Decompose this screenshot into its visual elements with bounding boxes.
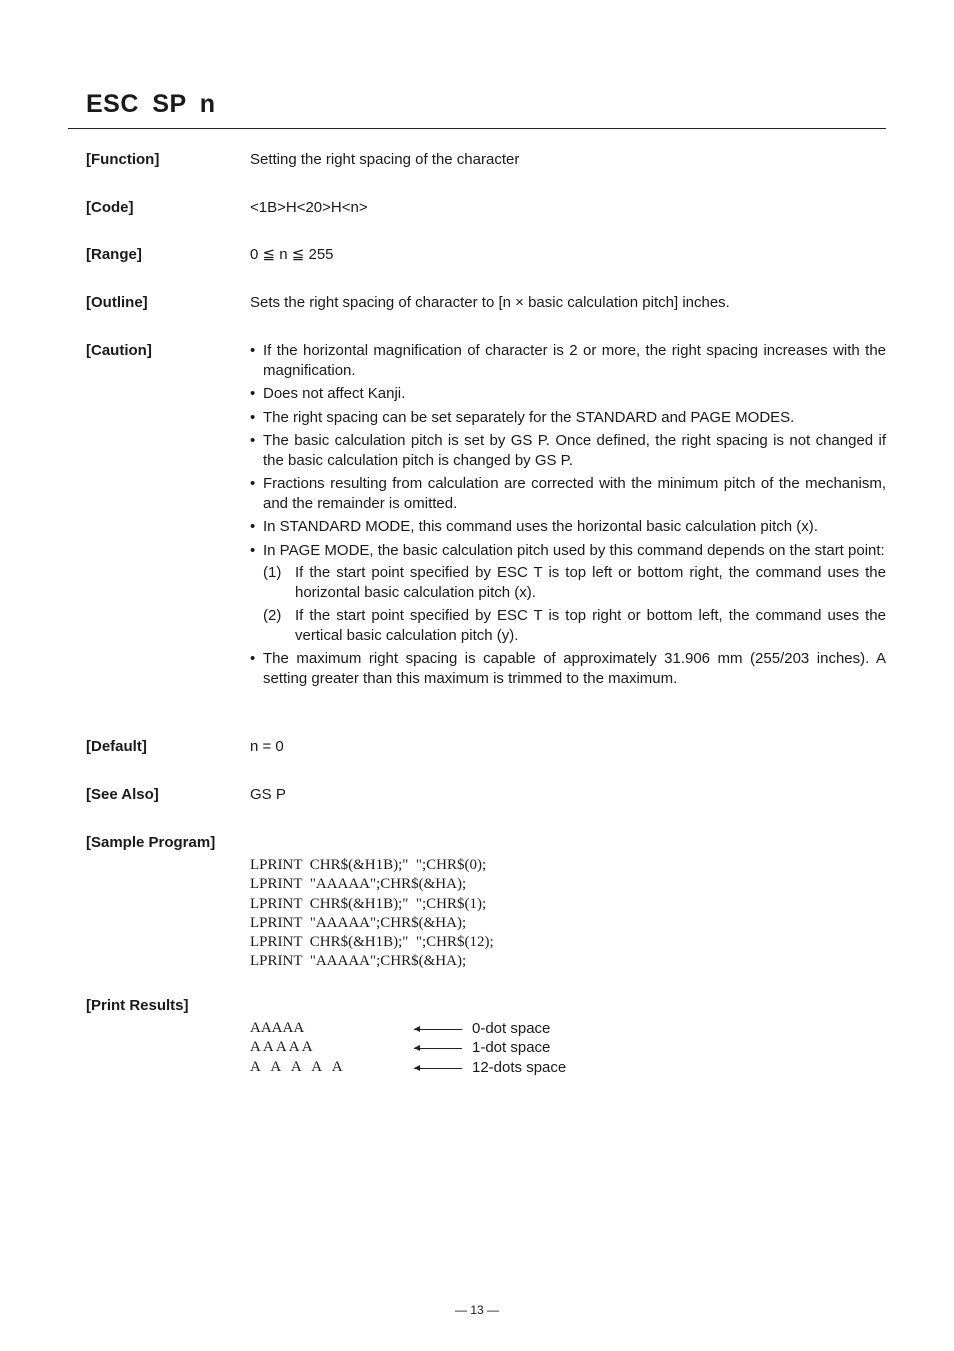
page-title: ESC SP n	[86, 90, 216, 118]
bullet-icon: •	[250, 518, 256, 535]
caution-item	[250, 541, 886, 646]
bullet-icon: •	[250, 408, 256, 426]
range-value: 0 ≦ n ≦ 255	[250, 246, 334, 263]
code-line: LPRINT "AAAAA";CHR$(&HA);	[250, 876, 467, 893]
caution-item	[250, 408, 886, 428]
code-line: LPRINT "AAAAA";CHR$(&HA);	[250, 953, 467, 970]
result-row	[250, 1039, 650, 1058]
result-sample: A A A A A	[250, 1039, 313, 1056]
bullet-icon: •	[250, 475, 256, 492]
caution-item-text: The maximum right spacing is capable of approximately 31.906 mm (255/203 inches). A setting greater than this maximum is trimmed to the maximum.	[263, 650, 886, 687]
left-arrow-icon	[414, 1068, 462, 1069]
caution-subitem	[263, 563, 886, 602]
default-label: [Default]	[86, 738, 147, 755]
subitem-number: (2)	[263, 607, 282, 624]
caution-item-text: Fractions resulting from calculation are corrected with the minimum pitch of the mechanism, and the remainder is omitted.	[263, 475, 886, 512]
caution-item-text: In STANDARD MODE, this command uses the horizontal basic calculation pitch (x).	[263, 518, 818, 535]
print-results-label: [Print Results]	[86, 997, 189, 1014]
caution-sublist	[263, 563, 886, 645]
code-line: LPRINT CHR$(&H1B);" ";CHR$(1);	[250, 895, 487, 912]
caution-item	[250, 649, 886, 688]
subitem-text: If the start point specified by ESC T is top right or bottom left, the command uses the vertical basic calculation pitch (y).	[295, 607, 886, 644]
sample-program-code	[250, 856, 494, 972]
see-also-value: GS P	[250, 786, 286, 803]
caution-item-text: If the horizontal magnification of character is 2 or more, the right spacing increases with the magnification.	[263, 342, 886, 379]
caution-item	[250, 384, 886, 404]
see-also-label: [See Also]	[86, 786, 159, 803]
caution-item	[250, 474, 886, 513]
left-arrow-icon	[414, 1029, 462, 1030]
result-description: 1-dot space	[472, 1039, 551, 1057]
sample-program-label: [Sample Program]	[86, 834, 216, 851]
caution-list	[250, 341, 886, 692]
caution-subitem	[263, 606, 886, 645]
bullet-icon: •	[250, 541, 256, 559]
function-label: [Function]	[86, 151, 160, 168]
code-line: LPRINT "AAAAA";CHR$(&HA);	[250, 914, 467, 931]
caution-item-text: In PAGE MODE, the basic calculation pitch used by this command depends on the start point:	[263, 541, 885, 559]
caution-label: [Caution]	[86, 342, 152, 359]
bullet-icon: •	[250, 432, 256, 449]
left-arrow-icon	[414, 1048, 462, 1049]
code-line: LPRINT CHR$(&H1B);" ";CHR$(0);	[250, 857, 487, 873]
caution-item-text: The basic calculation pitch is set by GS P. Once defined, the right spacing is not changed if the basic calculation pitch is changed by GS P.	[263, 432, 886, 469]
result-row	[250, 1059, 650, 1078]
function-value: Setting the right spacing of the character	[250, 151, 520, 168]
range-label: [Range]	[86, 246, 142, 263]
bullet-icon: •	[250, 385, 256, 402]
subitem-number: (1)	[263, 564, 282, 581]
caution-item-text: Does not affect Kanji.	[263, 385, 406, 402]
result-description: 0-dot space	[472, 1020, 551, 1037]
result-description: 12-dots space	[472, 1058, 567, 1076]
print-results	[250, 1020, 650, 1078]
caution-item	[250, 431, 886, 470]
code-label: [Code]	[86, 199, 134, 216]
caution-item	[250, 517, 886, 537]
caution-item	[250, 341, 886, 380]
default-value: n = 0	[250, 738, 284, 755]
outline-label: [Outline]	[86, 294, 148, 311]
page-number: — 13 —	[454, 1303, 499, 1317]
result-sample: AAAAA	[250, 1020, 305, 1036]
caution-item-text: The right spacing can be set separately for the STANDARD and PAGE MODES.	[263, 408, 795, 426]
result-sample: A A A A A	[250, 1058, 343, 1075]
outline-value: Sets the right spacing of character to [n × basic calculation pitch] inches.	[250, 294, 730, 311]
code-line: LPRINT CHR$(&H1B);" ";CHR$(12);	[250, 934, 494, 951]
title-divider	[68, 128, 886, 129]
code-value: <1B>H<20>H<n>	[250, 199, 368, 216]
subitem-text: If the start point specified by ESC T is top left or bottom right, the command uses the horizontal basic calculation pitch (x).	[295, 564, 886, 601]
bullet-icon: •	[250, 650, 256, 667]
bullet-icon: •	[250, 342, 256, 359]
result-row	[250, 1020, 650, 1039]
